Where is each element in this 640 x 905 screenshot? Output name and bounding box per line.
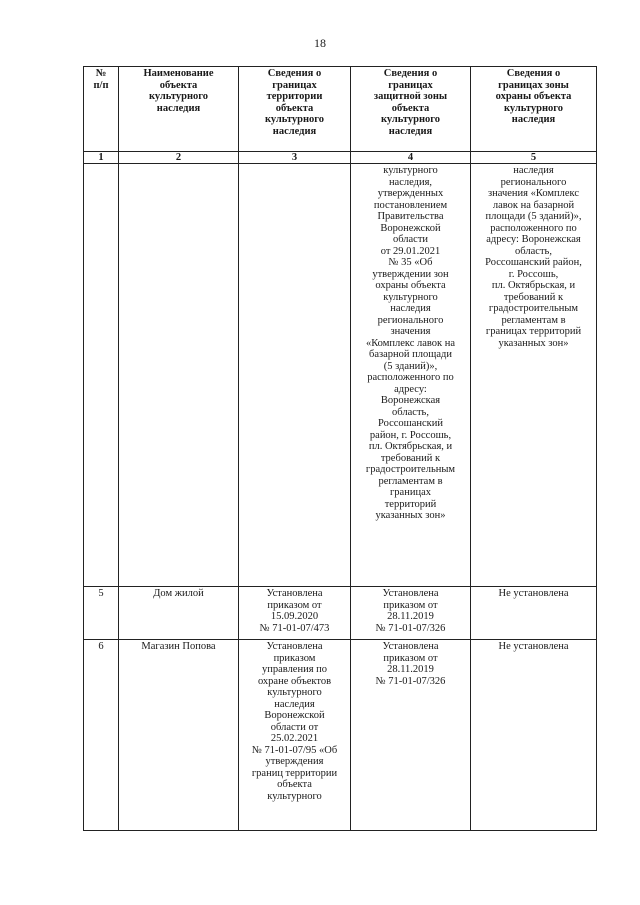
column-number: 3 <box>239 152 351 164</box>
protective-zone-info: Установлена приказом от 28.11.2019 № 71-01-07/326 <box>351 640 471 831</box>
table-row <box>84 640 597 831</box>
header-protective-zone-bounds: Сведения о границах защитной зоны объекта культурного наследия <box>351 67 471 152</box>
security-zone-info: Не установлена <box>471 640 597 831</box>
header-territory-bounds: Сведения о границах территории объекта культурного наследия <box>239 67 351 152</box>
header-row <box>84 67 597 152</box>
heritage-objects-table <box>83 66 597 831</box>
protective-zone-info: Установлена приказом от 28.11.2019 № 71-01-07/326 <box>351 587 471 640</box>
row-number <box>84 164 119 587</box>
territory-info <box>239 164 351 587</box>
column-numbers-row <box>84 152 597 164</box>
column-number: 4 <box>351 152 471 164</box>
row-number: 6 <box>84 640 119 831</box>
column-number: 2 <box>119 152 239 164</box>
security-zone-info: Не установлена <box>471 587 597 640</box>
header-object-name: Наименование объекта культурного наследия <box>119 67 239 152</box>
object-name: Магазин Попова <box>119 640 239 831</box>
security-zone-info: наследия регионального значения «Комплекс лавок на базарной площади (5 зданий)», расположенного по адресу: Воронежская область, Россошанский район, г. Россошь, пл. Октябрьская, и требований к градостроительным регламентам в границах территорий указанных зон» <box>471 164 597 587</box>
object-name <box>119 164 239 587</box>
table-row <box>84 164 597 587</box>
table-row <box>84 587 597 640</box>
page-number: 18 <box>314 36 326 50</box>
header-number: № п/п <box>84 67 119 152</box>
territory-info: Установлена приказом управления по охране объектов культурного наследия Воронежской области от 25.02.2021 № 71-01-07/95 «Об утверждения границ территории объекта культурного <box>239 640 351 831</box>
row-number: 5 <box>84 587 119 640</box>
column-number: 1 <box>84 152 119 164</box>
protective-zone-info: культурного наследия, утвержденных постановлением Правительства Воронежской области от 29.01.2021 № 35 «Об утверждении зон охраны объекта культурного наследия регионального значения «Комплекс лавок на базарной площади (5 зданий)», расположенного по адресу: Воронежская область, Россошанский район, г. Россошь, пл. Октябрьская, и требований к градостроительным регламентам в границах территорий указанных зон» <box>351 164 471 587</box>
header-security-zone-bounds: Сведения о границах зоны охраны объекта культурного наследия <box>471 67 597 152</box>
object-name: Дом жилой <box>119 587 239 640</box>
column-number: 5 <box>471 152 597 164</box>
territory-info: Установлена приказом от 15.09.2020 № 71-01-07/473 <box>239 587 351 640</box>
